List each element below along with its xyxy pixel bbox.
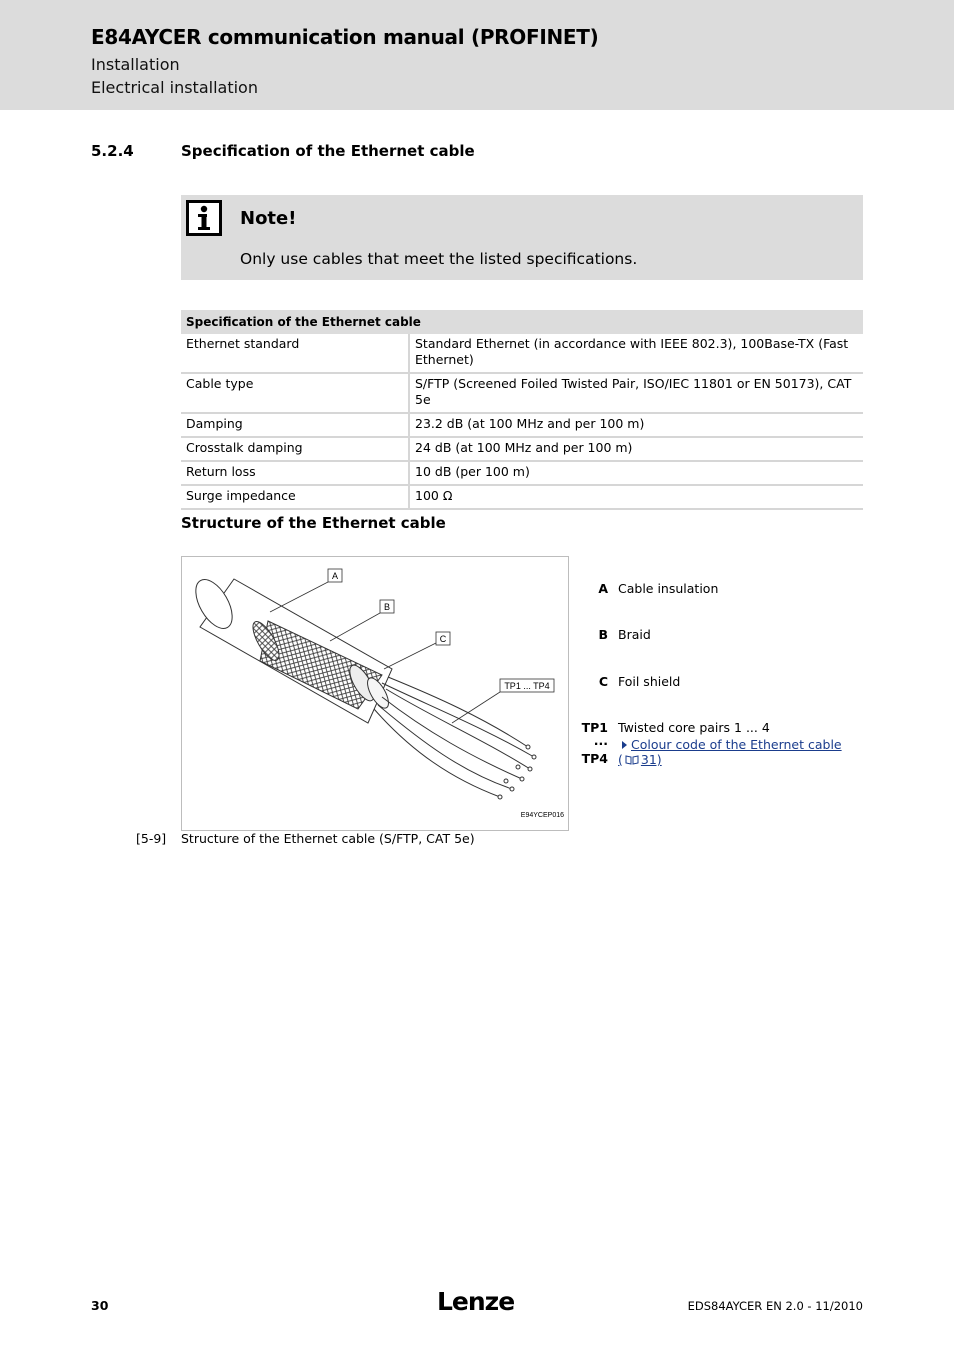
note-text: Only use cables that meet the listed specifications.: [240, 250, 638, 268]
cable-illustration: [182, 557, 568, 830]
structure-title: Structure of the Ethernet cable: [181, 514, 446, 532]
table-row: [181, 334, 863, 373]
spec-value: S/FTP (Screened Foiled Twisted Pair, ISO/IEC 11801 or EN 50173), CAT 5e: [409, 373, 863, 413]
table-row: [181, 485, 863, 509]
label-b: B: [383, 602, 391, 612]
spec-table-header: Specification of the Ethernet cable: [181, 310, 863, 334]
legend-key: A: [598, 581, 608, 596]
spec-name: Surge impedance: [181, 485, 409, 509]
legend-key-tp4: TP4: [581, 751, 608, 766]
label-c: C: [439, 634, 447, 644]
figure-code: E94YCEP016: [520, 812, 564, 819]
spec-value: 10 dB (per 100 m): [409, 461, 863, 485]
spec-value: 100 Ω: [409, 485, 863, 509]
page-ref-open[interactable]: (: [618, 752, 623, 767]
page-header: [0, 0, 954, 110]
info-icon: [186, 200, 222, 236]
table-row: [181, 373, 863, 413]
legend-key-tp1: TP1: [581, 720, 608, 735]
section-title: Specification of the Ethernet cable: [181, 142, 475, 160]
note-title: Note!: [240, 208, 297, 229]
legend-text: Braid: [618, 627, 651, 642]
note-box: [181, 195, 863, 280]
spec-value: Standard Ethernet (in accordance with IEEE 802.3), 100Base-TX (Fast Ethernet): [409, 334, 863, 373]
table-row: [181, 461, 863, 485]
document-title: E84AYCER communication manual (PROFINET): [91, 25, 599, 49]
spec-value: 24 dB (at 100 MHz and per 100 m): [409, 437, 863, 461]
spec-name: Cable type: [181, 373, 409, 413]
colour-code-link[interactable]: Colour code of the Ethernet cable: [631, 737, 842, 752]
legend-key-dots: ...: [593, 733, 608, 748]
section-number: 5.2.4: [91, 142, 134, 160]
lenze-logo: Lenze: [437, 1287, 515, 1316]
spec-name: Damping: [181, 413, 409, 437]
figure-caption: Structure of the Ethernet cable (S/FTP, CAT 5e): [181, 831, 475, 846]
breadcrumb-section: Electrical installation: [91, 78, 258, 97]
book-icon: [625, 755, 639, 765]
table-row: [181, 437, 863, 461]
legend-text: Foil shield: [618, 674, 681, 689]
legend-key: B: [598, 627, 608, 642]
cable-figure: [181, 556, 569, 831]
label-tp: TP1 ... TP4: [504, 681, 550, 691]
spec-table: [181, 310, 863, 510]
breadcrumb-chapter: Installation: [91, 55, 180, 74]
spec-name: Ethernet standard: [181, 334, 409, 373]
figure-number: [5-9]: [136, 831, 167, 846]
page-number: 30: [91, 1298, 109, 1313]
label-a: A: [331, 571, 339, 581]
link-arrow-icon: [622, 741, 627, 749]
document-code: EDS84AYCER EN 2.0 - 11/2010: [687, 1299, 863, 1313]
legend-text: Twisted core pairs 1 ... 4: [618, 720, 770, 735]
spec-name: Crosstalk damping: [181, 437, 409, 461]
spec-value: 23.2 dB (at 100 MHz and per 100 m): [409, 413, 863, 437]
legend-key: C: [598, 674, 608, 689]
table-row: [181, 413, 863, 437]
page-ref-link[interactable]: 31): [640, 752, 662, 767]
legend-text: Cable insulation: [618, 581, 719, 596]
spec-name: Return loss: [181, 461, 409, 485]
